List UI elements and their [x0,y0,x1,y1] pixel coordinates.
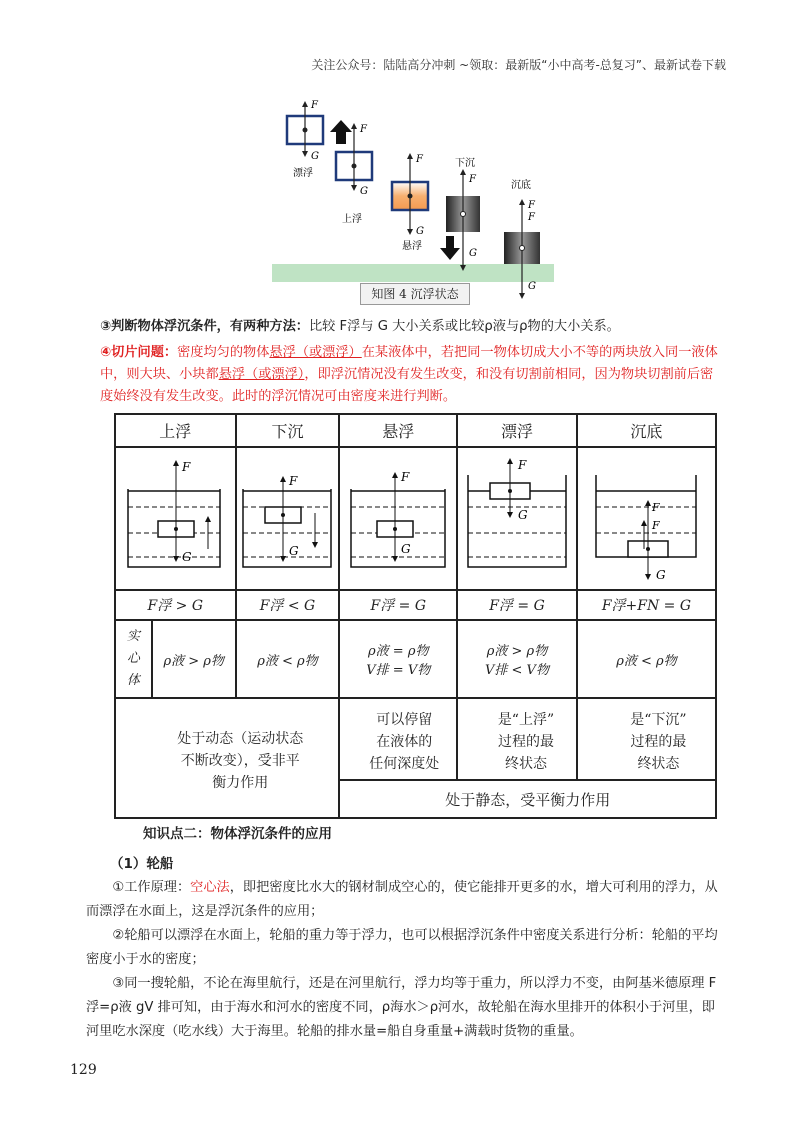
force-rise: F浮 > G [115,590,236,620]
desc-suspend-1: 可以停留 [376,712,433,728]
figure-4 [260,96,570,301]
diagram-sink [236,447,340,590]
svg-text:F: F [528,212,535,223]
desc-bottom-3: 终状态 [637,756,680,772]
density-float-rho: ρ液 > ρ物 [486,644,548,659]
svg-text:F: F [416,154,423,165]
svg-text:漂浮: 漂浮 [293,168,313,179]
force-bottom: F浮+FN = G [577,590,716,620]
desc-suspend [339,698,457,780]
svg-text:F: F [469,174,476,185]
desc-dynamic-2: 不断改变），受非平 [180,753,300,769]
svg-text:G: G [311,151,319,162]
header-bottom: 沉底 [577,414,716,447]
solid-label-1: 实 [126,629,140,644]
desc-dynamic-3: 衡力作用 [212,775,269,791]
subsection-title: （1）轮船 [110,856,174,872]
cutting-underline-a: 悬浮（或漂浮） [269,345,362,360]
diagram-bottom [577,447,716,590]
desc-bottom-1: 是“下沉” [630,712,687,728]
svg-text:F: F [401,470,410,484]
density-float-v: V排 < V物 [485,663,549,678]
density-float [457,620,577,698]
svg-text:G: G [182,550,192,564]
svg-text:G: G [360,186,368,197]
header-sink: 下沉 [236,414,340,447]
svg-text:G: G [528,281,536,292]
method-lead: ③判断物体浮沉条件，有两种方法： [100,319,309,334]
desc-float-3: 终状态 [504,756,547,772]
svg-text:G: G [469,248,477,259]
section-title: 知识点二：物体浮沉条件的应用 [143,826,332,842]
density-sink: ρ液 < ρ物 [236,620,340,698]
float-sink-table [114,413,717,819]
force-float: F浮 = G [457,590,577,620]
cutting-text-a: 密度均匀的物体 [177,345,270,360]
svg-text:F: F [182,460,191,474]
svg-text:G: G [401,542,411,556]
page-number: 129 [70,1062,97,1078]
table-force-row [115,590,716,620]
desc-static: 处于静态，受平衡力作用 [339,780,716,818]
svg-text:F: F [528,200,535,211]
table-header-row [115,414,716,447]
svg-text:F: F [517,458,527,472]
svg-text:G: G [656,568,667,582]
header-rise: 上浮 [115,414,236,447]
solid-label [115,620,152,698]
table-desc-row [115,698,716,780]
sink-arrow-icon [440,236,460,260]
force-suspend: F浮 = G [339,590,457,620]
solid-label-3: 体 [126,673,140,688]
ground-bar [272,264,554,282]
svg-text:下沉: 下沉 [455,158,475,169]
desc-float-1: 是“上浮” [497,712,555,728]
svg-text:F: F [360,124,367,135]
desc-dynamic [115,698,339,818]
solid-label-2: 心 [126,651,140,666]
svg-text:G: G [289,544,300,558]
density-suspend [339,620,457,698]
cutting-underline-b: 悬浮（或漂浮） [218,367,305,382]
diagram-float [457,447,577,590]
header-suspend: 悬浮 [339,414,457,447]
cutting-paragraph [100,342,722,408]
svg-text:悬浮: 悬浮 [402,241,422,252]
cutting-lead: ④切片问题： [100,345,178,360]
float-sink-states-diagram [260,96,570,301]
paragraph-ship: ③同一搜轮船，不论在海里航行，还是在河里航行，浮力均等于重力，所以浮力不变，由阿基米德原理 F浮=ρ液 gV 排可知，由于海水和河水的密度不同，ρ海水＞ρ河水，故轮船在海水里排开的体积小于河里，即河里吃水深度（吃水线）大于海里。轮船的排水量=船自身重量+满载时货物的重量。 [86,976,717,1039]
density-suspend-v: V排 = V物 [366,663,431,678]
header-float: 漂浮 [457,414,577,447]
rise-arrow-icon [330,120,352,144]
diagram-suspend [339,447,457,590]
method-text: 比较 F浮与 G 大小关系或比较ρ液与ρ物的大小关系。 [308,319,620,334]
principle-highlight: 空心法 [190,880,230,895]
principle-lead: ①工作原理： [112,880,191,895]
principle-text: ，即把密度比水大的钢材制成空心的，使它能排开更多的水，增大可利用的浮力，从而漂浮在水面上，这是浮沉条件的应用； [86,880,718,919]
svg-text:G: G [416,226,424,237]
cutting-text-c: ，即浮沉情况没有发生改变，和没有切割前相同，因为物块切割前后密度始终没有发生改变。此时的浮沉情况可由密度来进行判断。 [100,367,714,404]
desc-bottom [577,698,716,780]
desc-bottom-2: 过程的最 [630,734,687,750]
svg-text:沉底: 沉底 [511,180,531,191]
desc-suspend-3: 任何深度处 [369,756,440,772]
svg-text:F: F [311,100,318,111]
header-note: 关注公众号：陆陆高分冲刺 ~领取：最新版“小中高考-总复习”、最新试卷下载 [311,58,726,72]
svg-text:F: F [652,519,661,532]
svg-text:F: F [652,501,661,514]
desc-dynamic-1: 处于动态（运动状态 [177,731,304,747]
diagram-rise [115,447,236,590]
cutting-text-b: 在某液体中，若把同一物体切成大小不等的两块放入同一液体中，则大块、小块都 [100,345,718,382]
svg-text:上浮: 上浮 [342,214,362,225]
desc-float-2: 过程的最 [497,734,554,750]
density-rise: ρ液 > ρ物 [152,620,236,698]
svg-text:F: F [289,474,298,488]
density-bottom: ρ液 < ρ物 [577,620,716,698]
desc-float [457,698,577,780]
svg-text:G: G [517,508,528,522]
paragraph-density: ②轮船可以漂浮在水面上，轮船的重力等于浮力，也可以根据浮沉条件中密度关系进行分析：轮船的平均密度小于水的密度； [86,928,718,967]
table-diagram-row [115,447,716,590]
figure-caption: 知图 4 沉浮状态 [360,283,470,305]
force-sink: F浮 < G [236,590,340,620]
density-suspend-rho: ρ液 = ρ物 [368,644,429,659]
desc-suspend-2: 在液体的 [376,734,433,750]
table-density-row [115,620,716,698]
paragraph-principle [86,876,722,924]
method-paragraph [100,316,718,338]
